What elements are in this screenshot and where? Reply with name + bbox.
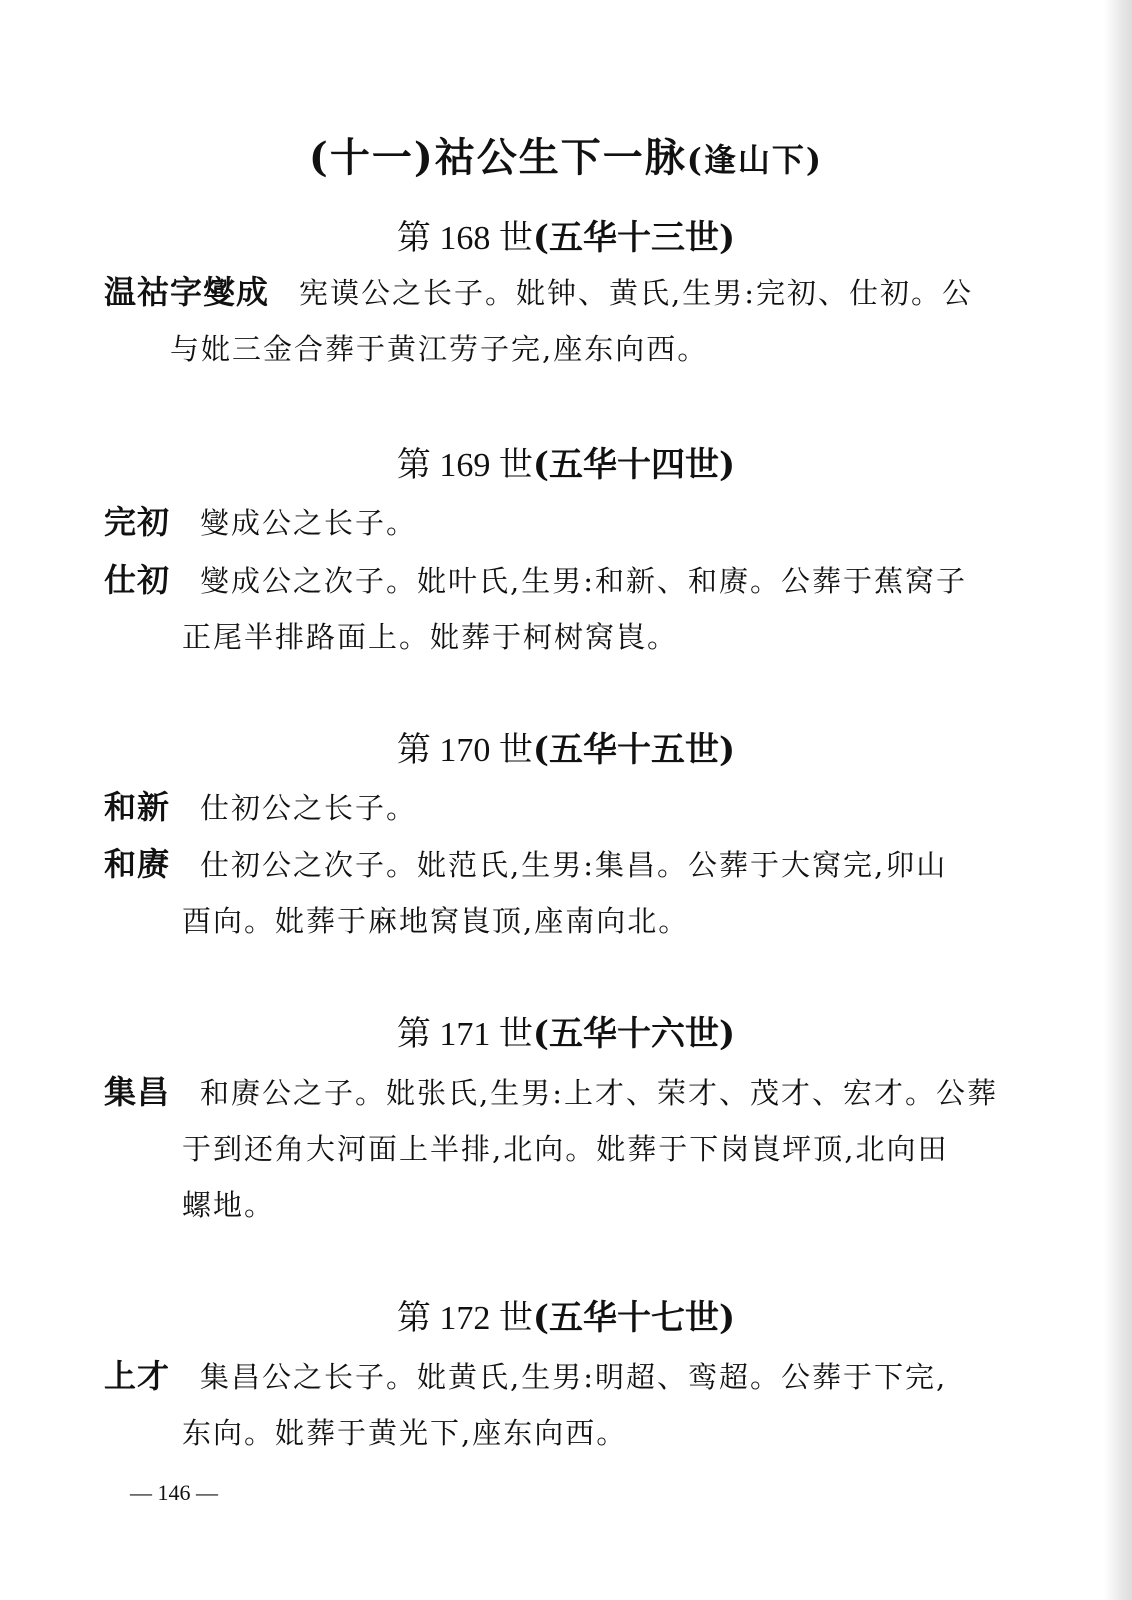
chapter-title-main: (十一)祜公生下一脉 xyxy=(308,134,687,181)
entry-line: 仕初公之长子。 xyxy=(200,791,418,825)
generation-note: (五华十五世) xyxy=(532,730,736,770)
genealogy-entry xyxy=(104,264,1044,377)
genealogy-entry xyxy=(104,1348,1044,1461)
genealogy-entry xyxy=(104,494,1044,551)
person-name: 上才 xyxy=(104,1357,171,1395)
person-name: 集昌 xyxy=(104,1073,171,1111)
generation-note: (五华十四世) xyxy=(532,445,736,485)
genealogy-entry xyxy=(104,552,1044,665)
genealogy-entry xyxy=(104,1064,1044,1233)
chapter-title-sub: (逢山下) xyxy=(686,141,824,179)
entry-line: 螺地。 xyxy=(182,1188,276,1222)
entry-line: 燮成公之长子。 xyxy=(200,506,418,540)
entry-line: 集昌公之长子。妣黄氏,生男:明超、鸾超。公葬于下完, xyxy=(200,1360,948,1394)
page-number: — 146 — xyxy=(130,1480,218,1505)
generation-heading-169 xyxy=(0,437,1132,486)
generation-number: 第 169 世 xyxy=(396,447,533,484)
entry-line: 与妣三金合葬于黄江劳子完,座东向西。 xyxy=(170,332,709,366)
entry-line: 宪谟公之长子。妣钟、黄氏,生男:完初、仕初。公 xyxy=(299,276,974,310)
chapter-title xyxy=(0,126,1132,183)
genealogy-entry xyxy=(104,779,1044,836)
person-name: 温祜字燮成 xyxy=(104,273,270,311)
entry-line: 仕初公之次子。妣范氏,生男:集昌。公葬于大窝完,卯山 xyxy=(200,848,948,882)
entry-line: 正尾半排路面上。妣葬于柯树窝崀。 xyxy=(182,620,679,654)
generation-note: (五华十三世) xyxy=(532,218,736,258)
generation-note: (五华十七世) xyxy=(532,1298,736,1338)
genealogy-entry xyxy=(104,836,1044,949)
entry-line: 燮成公之次子。妣叶氏,生男:和新、和赓。公葬于蕉窝子 xyxy=(200,564,968,598)
generation-number: 第 170 世 xyxy=(396,732,533,769)
generation-heading-171 xyxy=(0,1006,1132,1055)
generation-heading-170 xyxy=(0,722,1132,771)
entry-line: 于到还角大河面上半排,北向。妣葬于下岗崀坪顶,北向田 xyxy=(182,1132,949,1166)
entry-line: 和赓公之子。妣张氏,生男:上才、荣才、茂才、宏才。公葬 xyxy=(200,1076,999,1110)
generation-number: 第 172 世 xyxy=(396,1300,533,1337)
entry-line: 酉向。妣葬于麻地窝崀顶,座南向北。 xyxy=(182,904,690,938)
entry-line: 东向。妣葬于黄光下,座东向西。 xyxy=(182,1416,628,1450)
generation-number: 第 168 世 xyxy=(396,220,533,257)
person-name: 和新 xyxy=(104,788,171,826)
person-name: 和赓 xyxy=(104,845,171,883)
generation-heading-168 xyxy=(0,210,1132,259)
generation-number: 第 171 世 xyxy=(396,1016,533,1053)
generation-heading-172 xyxy=(0,1290,1132,1339)
person-name: 仕初 xyxy=(104,561,171,599)
person-name: 完初 xyxy=(104,503,171,541)
generation-note: (五华十六世) xyxy=(532,1014,736,1054)
